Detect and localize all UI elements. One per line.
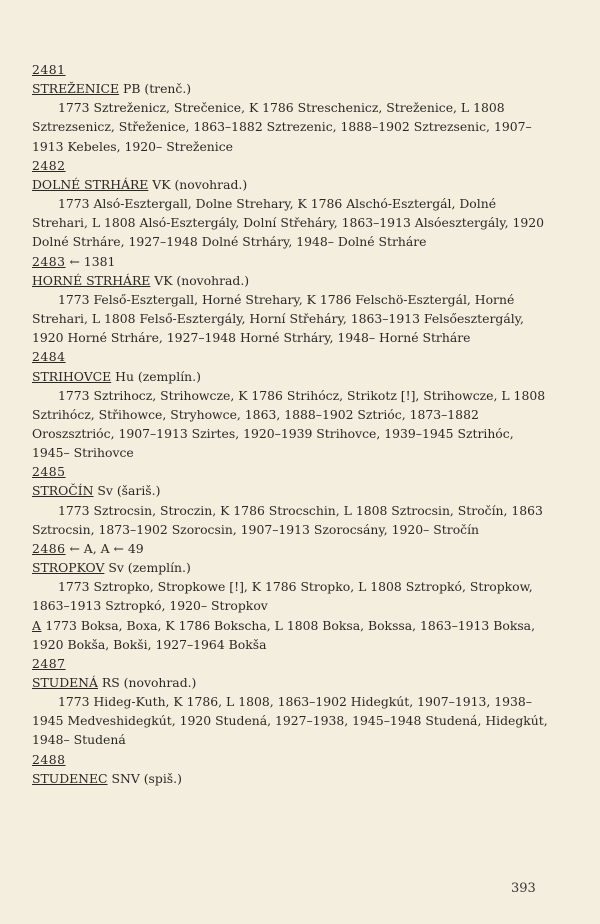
- place-name: STRIHOVCE: [32, 368, 112, 384]
- district-info: PB (trenč.): [119, 81, 192, 97]
- entry-heading: [32, 175, 552, 194]
- entry-body: 1773 Hideg-Kuth, K 1786, L 1808, 1863–1902 Hidegkút, 1907–1913, 1938–1945 Medveshidegkút, 1920 Studená, 1927–1938, 1945–1948 Studená, Hidegkút, 1948– Studená: [32, 694, 548, 748]
- place-name: STROPKOV: [32, 560, 105, 576]
- entry-body: 1773 Sztrocsin, Stroczin, K 1786 Strocschin, L 1808 Sztrocsin, Stročín, 1863 Sztrocsin, 1873–1902 Szorocsin, 1907–1913 Szorocsány, 1920– Stročín: [32, 502, 543, 537]
- entry-2486: [32, 539, 552, 654]
- entry-2488: [32, 750, 552, 788]
- entry-number: 2486 ← A, A ← 49: [32, 540, 144, 556]
- entry-body: 1773 Sztropko, Stropkowe [!], K 1786 Stropko, L 1808 Sztropkó, Stropkow, 1863–1913 Sztropkó, 1920– Stropkov: [32, 579, 533, 614]
- place-name: HORNÉ STRHÁRE: [32, 272, 151, 288]
- entry-heading: [32, 481, 552, 500]
- cross-reference: ← 1381: [65, 253, 116, 269]
- place-name: STUDENÁ: [32, 675, 98, 690]
- entry-heading: [32, 367, 552, 386]
- sub-entry-label: A: [32, 617, 42, 633]
- page-number: 393: [511, 881, 536, 896]
- gazetteer-entries: [32, 60, 552, 788]
- place-name: DOLNÉ STRHÁRE: [32, 176, 149, 192]
- entry-number: 2482: [32, 157, 66, 173]
- entry-heading: [32, 271, 552, 290]
- entry-2485: [32, 462, 552, 539]
- entry-body: 1773 Sztrihocz, Strihowcze, K 1786 Strihócz, Strikotz [!], Strihowcze, L 1808 Sztrihócz, Střihowce, Stryhowce, 1863, 1888–1902 Sztrióc, 1873–1882 Oroszsztrióc, 1907–1913 Szirtes, 1920–1939 Strihovce, 1939–1945 Sztrihóc, 1945– Strihovce: [32, 387, 546, 461]
- sub-entry: [32, 616, 552, 654]
- district-info: VK (novohrad.): [148, 176, 248, 192]
- entry-2481: [32, 60, 552, 156]
- entry-2484: [32, 347, 552, 462]
- entry-number: 2484: [32, 349, 66, 365]
- entry-body: 1773 Sztreženicz, Strečenice, K 1786 Streschenicz, Streženice, L 1808 Sztrezsenicz, Střeženice, 1863–1882 Sztrezenic, 1888–1902 Sztrezsenic, 1907–1913 Kebeles, 1920– Streženice: [32, 100, 532, 154]
- cross-reference: ← A, A ← 49: [65, 540, 144, 556]
- entry-2487: [32, 654, 552, 750]
- entry-body: 1773 Alsó-Esztergall, Dolne Strehary, K 1786 Alschó-Esztergál, Dolné Strehari, L 1808 Alsó-Esztergály, Dolní Střeháry, 1863–1913 Alsóesztergály, 1920 Dolné Strháre, 1927–1948 Dolné Strháry, 1948– Dolné Strháre: [32, 196, 544, 250]
- entry-number: 2483 ← 1381: [32, 253, 116, 269]
- entry-number: 2488: [32, 751, 66, 767]
- entry-number: 2487: [32, 655, 66, 671]
- district-info: Sv (šariš.): [93, 483, 161, 499]
- entry-number: 2485: [32, 464, 66, 480]
- place-name: STROČÍN: [32, 483, 94, 499]
- entry-heading: [32, 79, 552, 98]
- district-info: Sv (zemplín.): [104, 560, 191, 576]
- entry-heading: [32, 673, 552, 692]
- entry-heading: [32, 558, 552, 577]
- entry-2482: [32, 156, 552, 252]
- sub-entry-text: 1773 Boksa, Boxa, K 1786 Bokscha, L 1808 Boksa, Bokssa, 1863–1913 Boksa, 1920 Bokša, Bokši, 1927–1964 Bokša: [32, 617, 536, 652]
- place-name: STREŽENICE: [32, 81, 120, 97]
- district-info: Hu (zemplín.): [111, 368, 201, 384]
- district-info: VK (novohrad.): [150, 272, 250, 288]
- district-info: SNV (spiš.): [107, 770, 182, 786]
- entry-2483: [32, 252, 552, 348]
- district-info: RS (novohrad.): [97, 675, 197, 690]
- entry-body: 1773 Felső-Esztergall, Horné Strehary, K 1786 Felschö-Esztergál, Horné Strehari, L 1808 Felső-Esztergály, Horní Střeháry, 1863–1913 Felsőesztergály, 1920 Horné Strháre, 1927–1948 Horné Strháry, 1948– Horné Strháre: [32, 291, 524, 346]
- entry-number: 2481: [32, 62, 66, 77]
- place-name: STUDENEC: [32, 770, 108, 786]
- entry-heading: [32, 769, 552, 788]
